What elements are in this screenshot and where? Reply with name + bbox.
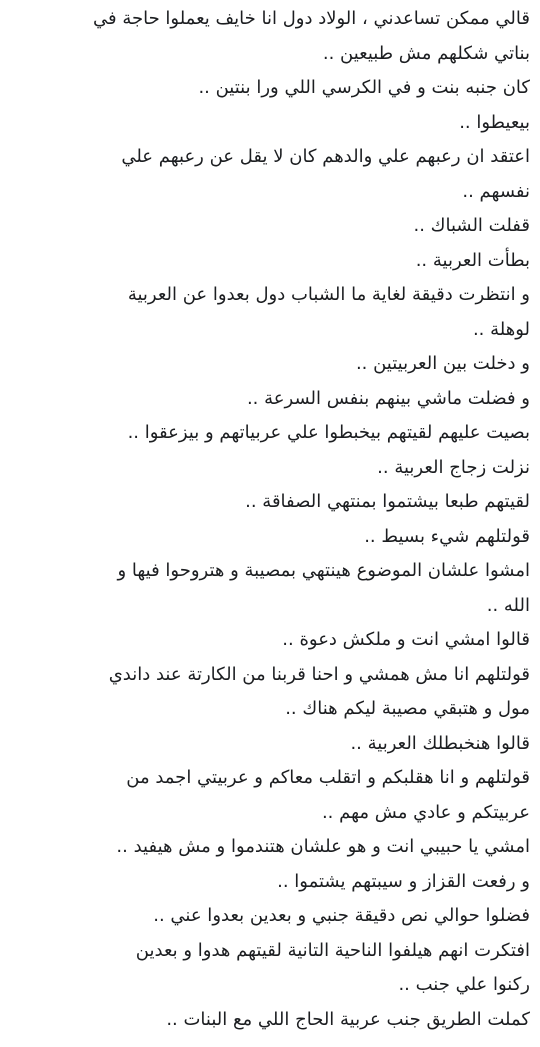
text-line: نفسهم .. (462, 180, 530, 202)
text-line: كان جنبه بنت و في الكرسي اللي ورا بنتين .. (198, 77, 530, 98)
text-line: مول و هتبقي مصيبة ليكم هناك .. (285, 698, 530, 719)
text-line: فضلوا حوالي نص دقيقة جنبي و بعدين بعدوا عني .. (153, 905, 530, 926)
text-line: قولتلهم انا مش همشي و احنا قربنا من الكارتة عند داندي (108, 663, 530, 685)
text-line: قولتلهم شيء بسيط .. (364, 525, 530, 547)
text-line: ركنوا علي جنب .. (398, 974, 530, 995)
text-line: لقيتهم طبعا بيشتموا بمنتهي الصفاقة .. (245, 491, 530, 512)
text-line: و دخلت بين العربيتين .. (355, 353, 530, 374)
text-line: بناتي شكلهم مش طبيعين .. (322, 42, 530, 64)
text-line: امشي يا حبيبي انت و هو علشان هتندموا و مش هيفيد .. (116, 836, 530, 857)
text-line: و انتظرت دقيقة لغاية ما الشباب دول بعدوا عن العربية (127, 284, 530, 305)
text-line: افتكرت انهم هيلفوا الناحية التانية لقيتهم هدوا و بعدين (135, 939, 530, 961)
text-line: بصيت عليهم لقيتهم بيخبطوا علي عربياتهم و بيزعقوا .. (127, 422, 530, 443)
text-line: و فضلت ماشي بينهم بنفس السرعة .. (246, 387, 530, 409)
text-line: قالوا هنخبطلك العربية .. (350, 732, 530, 754)
text-line: لوهلة .. (472, 318, 530, 340)
text-line: اعتقد ان رعبهم علي والدهم كان لا يقل عن رعبهم علي (121, 146, 530, 167)
text-line: قفلت الشباك .. (413, 215, 530, 236)
text-line: عربيتكم و عادي مش مهم .. (321, 801, 530, 823)
text-line: قالوا امشي انت و ملكش دعوة .. (282, 629, 530, 650)
text-line: امشوا علشان الموضوع هينتهي بمصيبة و هتروحوا فيها و (117, 560, 530, 581)
text-line: قالي ممكن تساعدني ، الولاد دول انا خايف يعملوا حاجة في (92, 8, 530, 29)
text-line: نزلت زجاج العربية .. (377, 456, 530, 478)
text-line: بطأت العربية .. (415, 249, 530, 271)
text-line: كملت الطريق جنب عربية الحاج اللي مع البنات .. (166, 1008, 530, 1030)
text-line: و رفعت القزاز و سيبتهم يشتموا .. (277, 870, 530, 892)
text-line: الله .. (486, 594, 530, 616)
text-line: بيعيطوا .. (459, 111, 530, 133)
text-line: قولتلهم و انا هقلبكم و اتقلب معاكم و عربيتي اجمد من (126, 767, 530, 788)
